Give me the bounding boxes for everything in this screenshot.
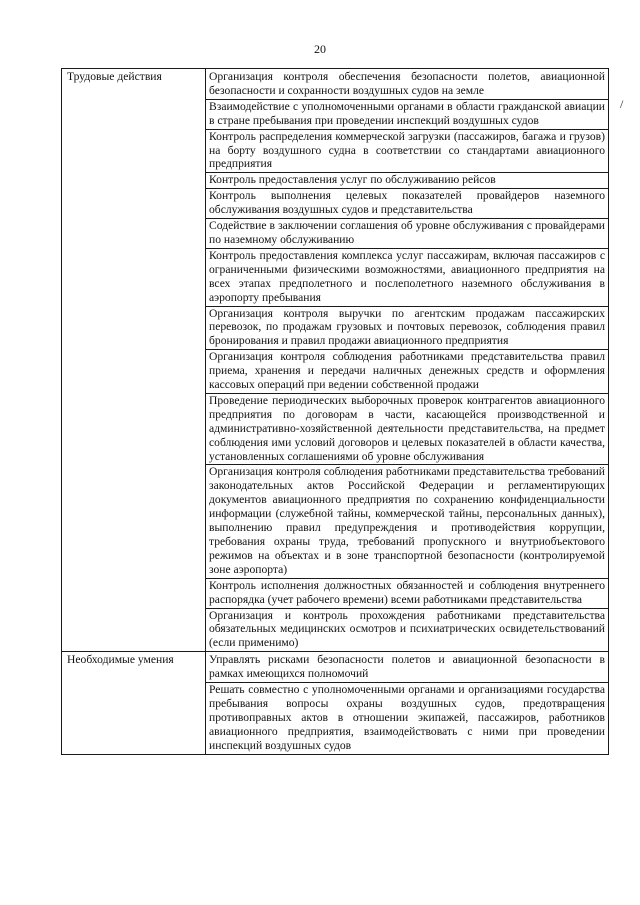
labor-action-item: Организация контроля выручки по агентским продажам пассажирских перевозок, по продажам грузовых и почтовых перевозок, соблюдения правил бронирования и правил продажи авиационного предприятия: [206, 306, 609, 350]
labor-action-item: Организация контроля соблюдения работниками представительства правил приема, хранения и передачи наличных денежных средств и оформления кассовых операций при ведении собственной продажи: [206, 350, 609, 394]
labor-action-item: Содействие в заключении соглашения об уровне обслуживания с провайдерами по наземному обслуживанию: [206, 219, 609, 249]
labor-action-item: Контроль выполнения целевых показателей провайдеров наземного обслуживания воздушных судов и представительства: [206, 189, 609, 219]
table-row: [62, 652, 609, 683]
required-skills-label: Необходимые умения: [62, 652, 206, 754]
labor-action-item: Контроль предоставления услуг по обслуживанию рейсов: [206, 173, 609, 189]
labor-action-item: Взаимодействие с уполномоченными органами в области гражданской авиации в стране пребывания при проведении инспекций воздушных судов: [206, 99, 609, 129]
labor-action-item: Организация контроля соблюдения работниками представительства требований законодательных актов Российской Федерации и регламентирующих документов авиационного предприятия по сохранению конфиденциальности информации (служебной тайны, коммерческой тайны, персональных данных), выполнению правил предупреждения и противодействия коррупции, требования охраны труда, требований пропускного и внутриобъектового режимов на объектах и в зоне транспортной безопасности (контролируемой зоне аэропорта): [206, 465, 609, 578]
required-skill-item: Решать совместно с уполномоченными органами и организациями государства пребывания вопросы охраны воздушных судов, предотвращения противоправных актов в отношении экипажей, пассажиров, работников авиационного предприятия, взаимодействовать с ними при проведении инспекций воздушных судов: [206, 683, 609, 755]
labor-action-item: Проведение периодических выборочных проверок контрагентов авиационного предприятия по договорам в части, касающейся производственной и административно-хозяйственной деятельности представительства, на предмет соблюдения ими условий договоров и целевых показателей в области качества, установленных соглашениями об уровне обслуживания: [206, 393, 609, 465]
requirements-table: [61, 68, 609, 755]
required-skill-item: Управлять рисками безопасности полетов и авиационной безопасности в рамках имеющихся полномочий: [206, 652, 609, 683]
labor-action-item: Организация контроля обеспечения безопасности полетов, авиационной безопасности и сохранности воздушных судов на земле: [206, 69, 609, 100]
margin-mark: /: [620, 97, 624, 111]
labor-action-item: Контроль распределения коммерческой загрузки (пассажиров, багажа и грузов) на борту воздушного судна в соответствии со стандартами авиационного предприятия: [206, 129, 609, 173]
labor-actions-label: Трудовые действия: [62, 69, 206, 652]
labor-action-item: Контроль исполнения должностных обязанностей и соблюдения внутреннего распорядка (учет рабочего времени) всеми работниками представительства: [206, 578, 609, 608]
table-row: [62, 69, 609, 100]
labor-action-item: Организация и контроль прохождения работниками представительства обязательных медицинских осмотров и психиатрических освидетельствований (если применимо): [206, 608, 609, 652]
page-number: 20: [314, 42, 326, 56]
labor-action-item: Контроль предоставления комплекса услуг пассажирам, включая пассажиров с ограниченными физическими возможностями, авиационного предприятия на всех этапах предполетного и послеполетного наземного обслуживания в аэропорту пребывания: [206, 248, 609, 306]
